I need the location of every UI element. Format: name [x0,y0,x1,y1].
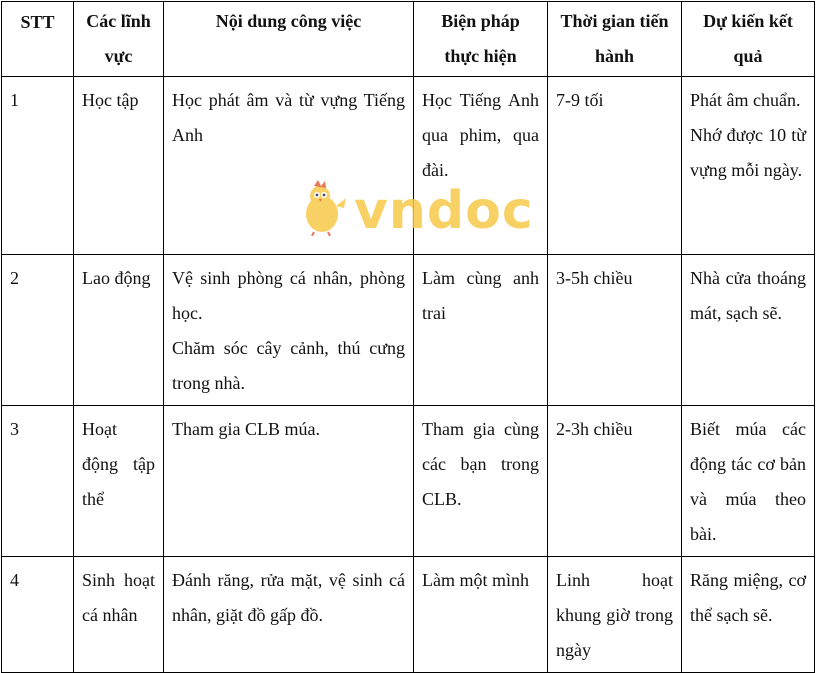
cell-method: Làm một mình [414,557,548,673]
cell-field: Hoạt động tập thể [74,406,164,557]
header-time: Thời gian tiến hành [548,2,682,77]
cell-content [164,406,414,557]
cell-stt: 1 [2,77,74,255]
result-line: Nhớ được 10 từ vựng mỗi ngày. [690,125,806,180]
cell-result [682,557,815,673]
table-row [2,557,815,673]
content-line: Vệ sinh phòng cá nhân, phòng học. [172,268,405,323]
cell-content [164,557,414,673]
cell-stt: 3 [2,406,74,557]
cell-result [682,77,815,255]
content-line: Chăm sóc cây cảnh, thú cưng trong nhà. [172,338,405,393]
content-line: Tham gia CLB múa. [172,419,320,439]
cell-field: Sinh hoạt cá nhân [74,557,164,673]
cell-method: Làm cùng anh trai [414,255,548,406]
cell-content [164,255,414,406]
cell-time: 7-9 tối [548,77,682,255]
plan-table [1,1,815,673]
cell-method: Học Tiếng Anh qua phim, qua đài. [414,77,548,255]
cell-content [164,77,414,255]
result-line: Răng miệng, cơ thể sạch sẽ. [690,570,806,625]
cell-stt: 2 [2,255,74,406]
header-result: Dự kiến kết quả [682,2,815,77]
cell-result [682,255,815,406]
cell-stt: 4 [2,557,74,673]
cell-field: Học tập [74,77,164,255]
table-row [2,406,815,557]
header-content: Nội dung công việc [164,2,414,77]
result-line: Nhà cửa thoáng mát, sạch sẽ. [690,268,806,323]
result-line: Phát âm chuẩn. [690,90,801,110]
cell-result [682,406,815,557]
table-row [2,77,815,255]
cell-time: 2-3h chiều [548,406,682,557]
cell-field: Lao động [74,255,164,406]
table-row [2,255,815,406]
content-line: Học phát âm và từ vựng Tiếng Anh [172,90,405,145]
header-method: Biện pháp thực hiện [414,2,548,77]
header-stt: STT [2,2,74,77]
cell-method: Tham gia cùng các bạn trong CLB. [414,406,548,557]
cell-time: 3-5h chiều [548,255,682,406]
watermark-text: vndoc [354,180,534,241]
result-line: Biết múa các động tác cơ bản và múa theo bài. [690,419,806,544]
content-line: Đánh răng, rửa mặt, vệ sinh cá nhân, giặt đồ gấp đồ. [172,570,405,625]
table-header-row [2,2,815,77]
header-field: Các lĩnh vực [74,2,164,77]
cell-time: Linh hoạt khung giờ trong ngày [548,557,682,673]
